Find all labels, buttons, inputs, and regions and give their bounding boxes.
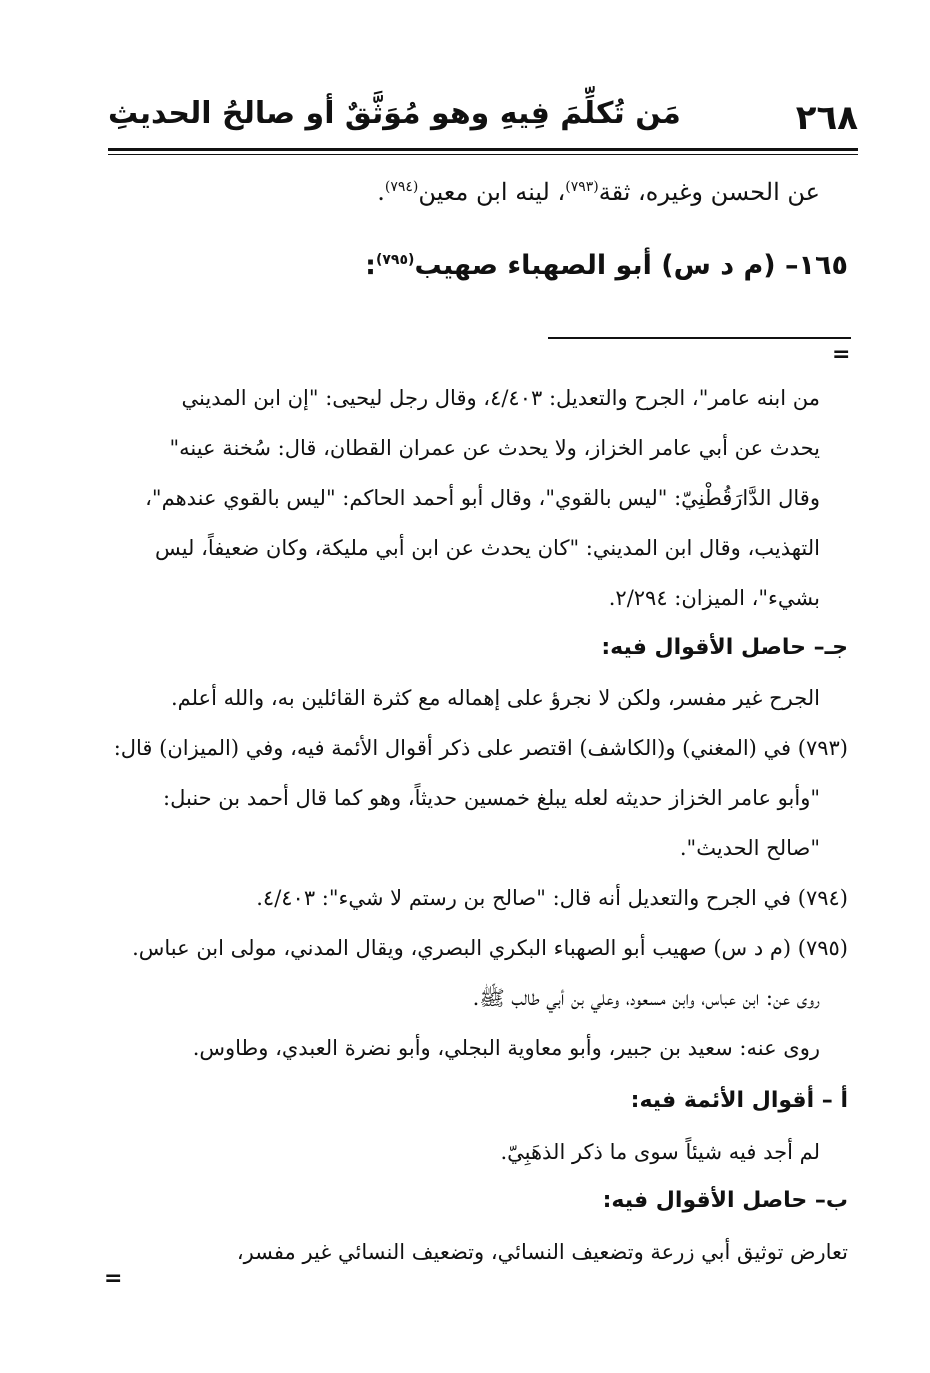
footnote-793-line-3: "صالح الحديث". (679, 836, 820, 860)
footnote-793-line-1: (٧٩٣) في (المغني) و(الكاشف) اقتصر على ذكر أقوال الأئمة فيه، وفي (الميزان) قال: (113, 736, 848, 760)
entry-title: ١٦٥– (م د س) أبو الصهباء صهيب (414, 250, 848, 281)
footnote-separator (548, 337, 851, 339)
heading-c: جـ– حاصل الأقوال فيه: (601, 635, 848, 660)
header-rule-thin (108, 154, 858, 155)
footnote-795-line-1: (٧٩٥) (م د س) صهيب أبو الصهباء البكري البصري، ويقال المدني، مولى ابن عباس. (132, 936, 848, 960)
text-a: لم أجد فيه شيئاً سوى ما ذكر الذهَبِيّ. (500, 1140, 820, 1164)
continuation-mark-top: = (832, 342, 851, 367)
heading-a: أ – أقوال الأئمة فيه: (630, 1088, 848, 1113)
footnote-cont-line-1: من ابنه عامر"، الجرح والتعديل: ٤/٤٠٣، وقال رجل ليحيى: "إن ابن المديني (181, 386, 820, 410)
page-header (108, 88, 858, 150)
footnote-795-narrators: روى عنه: سعيد بن جبير، وأبو معاوية البجلي، وأبو نضرة العبدي، وطاوس. (192, 1036, 820, 1060)
footnote-ref-793: (٧٩٣) (565, 179, 599, 195)
main-text-end: . (377, 178, 385, 206)
conclusion-c: الجرح غير مفسر، ولكن لا نجرؤ على إهماله مع كثرة القائلين به، والله أعلم. (170, 686, 820, 710)
entry-title-end: : (365, 250, 376, 281)
running-title: مَن تُكلِّمَ فِيهِ وهو مُوَثَّقٌ أو صالحُ الحديثِ (108, 96, 681, 131)
main-text-mid: ، لينه ابن معين (418, 178, 566, 206)
footnote-ref-794: (٧٩٤) (384, 179, 419, 195)
continuation-mark-bottom: = (104, 1266, 123, 1291)
header-rule-thick (108, 148, 858, 151)
text-b: تعارض توثيق أبي زرعة وتضعيف النسائي، وتضعيف النسائي غير مفسر، (236, 1240, 848, 1264)
footnote-cont-line-4: التهذيب، وقال ابن المديني: "كان يحدث عن ابن أبي مليكة، وكان ضعيفاً، ليس (154, 536, 820, 560)
main-text: عن الحسن وغيره، ثقة (598, 178, 820, 206)
footnote-cont-line-3: وقال الدَّارَقُطْنِيّ: "ليس بالقوي"، وقال أبو أحمد الحاكم: "ليس بالقوي عندهم"، (145, 486, 820, 510)
footnote-795-narrated-from: روى عن: ابن عباس، وابن مسعود، وعلي بن أبي طالب ﷺ. (472, 986, 820, 1010)
footnote-cont-line-2: يحدث عن أبي عامر الخزاز، ولا يحدث عن عمران القطان، قال: سُخنة عينه" (169, 436, 820, 460)
entry-heading (365, 250, 848, 282)
footnote-793-line-2: "وأبو عامر الخزاز حديثه لعله يبلغ خمسين حديثاً، وهو كما قال أحمد بن حنبل: (163, 786, 820, 810)
page-number: ٢٦٨ (795, 98, 858, 138)
footnote-cont-line-5: بشيء"، الميزان: ٢/٢٩٤. (608, 586, 820, 610)
footnote-ref-795: (٧٩٥) (375, 252, 415, 268)
heading-b: ب– حاصل الأقوال فيه: (602, 1188, 848, 1213)
footnote-794: (٧٩٤) في الجرح والتعديل أنه قال: "صالح بن رستم لا شيء": ٤/٤٠٣. (256, 886, 848, 910)
main-text-line (377, 178, 820, 207)
